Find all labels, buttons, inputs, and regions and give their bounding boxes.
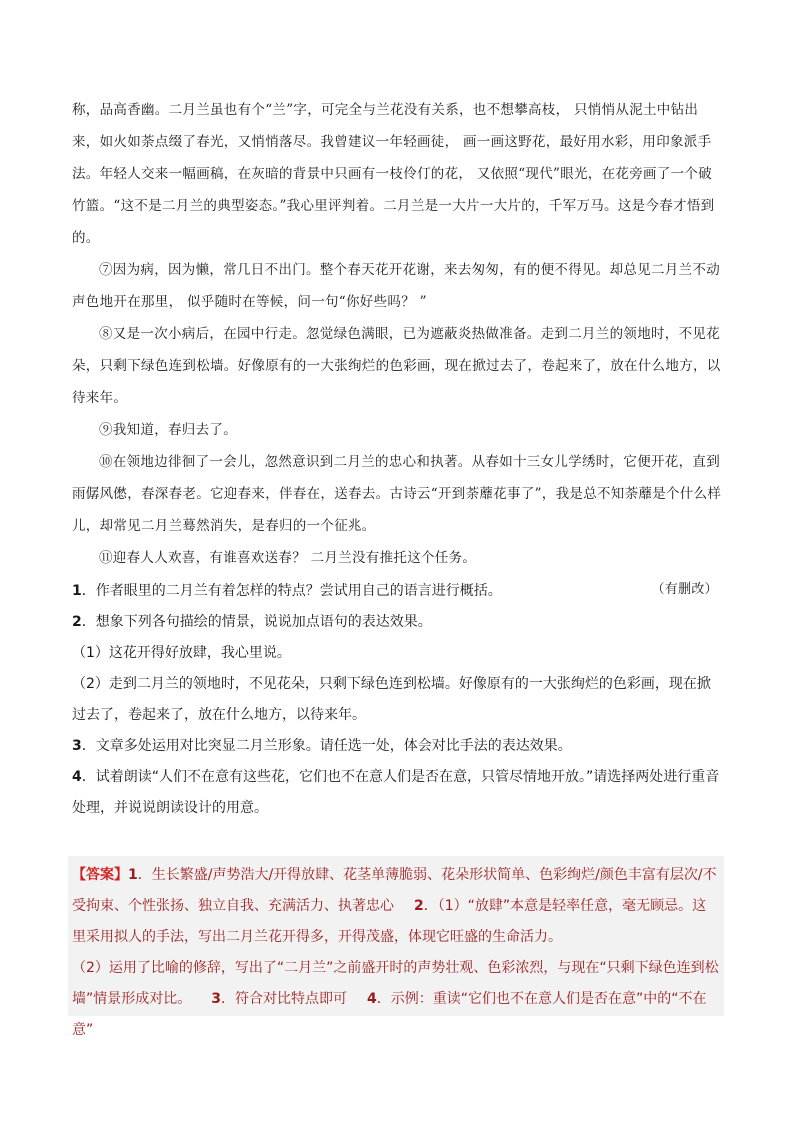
question-number: 1 [72,583,82,599]
answer-2-text: ．（1）“放肆”本意是轻率任意，毫无顾忌。这里采用拟人的手法，写出二月兰花开得多，开得茂盛，体现它旺盛的生命活力。 [72,898,707,945]
question-text: ．作者眼里的二月兰有着怎样的特点？尝试用自己的语言进行概括。 [81,583,502,599]
question-4 [72,762,724,824]
question-number: 4 [72,769,82,785]
question-text: ．试着朗读“人们不在意有这些花，它们也不在意人们是否在意，只管尽情地开放。”请选择两处进行重音处理，并说说朗读设计的用意。 [72,769,720,816]
answer-4-text: ．示例：重读“它们也不在意人们是否在意”中的“不在意” [72,991,707,1038]
essay-paragraph-9: ⑨我知道，春归去了。 [99,422,237,438]
answer-3-text: ．符合对比特点即可 [221,991,348,1007]
question-3 [72,731,724,762]
answer-box [68,856,724,1038]
source-note: （有删改） [651,582,718,597]
question-2-part-1: （1）这花开得好放肆，我心里说。 [72,645,291,661]
question-number: 3 [72,738,82,754]
answer-tag: 【答案】 [72,867,128,883]
essay-paragraph-8: ⑧又是一次小病后，在园中行走。忽觉绿色满眼，已为遮蔽炎热做准备。走到二月兰的领地时，不见花朵，只剩下绿色连到松墙。好像原有的一大张绚烂的色彩画，现在掀过去了，卷起来了，放在什么地方，以待来年。 [72,326,721,406]
question-list [72,576,724,824]
essay-paragraph-7: ⑦因为病，因为懒，常几日不出门。整个春天花开花谢，来去匆匆，有的便不得见。却总见二月兰不动声色地开在那里， 似乎随时在等候，问一句“你好些吗？ ” [72,262,720,310]
answer-3-number: 3 [211,991,222,1007]
essay-text [72,94,724,606]
essay-paragraph-10: ⑩在领地边徘徊了一会儿，忽然意识到二月兰的忠心和执著。从春如十三女儿学绣时，它便开花，直到雨僝风僽，春深春老。它迎春来，伴春在，送春去。古诗云“开到荼蘼花事了”，我是总不知荼蘼是个什么样儿，却常见二月兰蓦然消失，是春归的一个征兆。 [72,454,722,534]
question-text: ．文章多处运用对比突显二月兰形象。请任选一处，体会对比手法的表达效果。 [81,738,572,754]
question-2-part-2: （2）走到二月兰的领地时，不见花朵，只剩下绿色连到松墙。好像原有的一大张绚烂的色彩画，现在掀过去了，卷起来了，放在什么地方，以待来年。 [72,676,711,723]
essay-paragraph-continued: 称，品高香幽。二月兰虽也有个“兰”字，可完全与兰花没有关系，也不想攀高枝， 只悄悄从泥土中钻出来，如火如荼点缀了春光，又悄悄落尽。我曾建议一年轻画徒， 画一画这野花，最好用水彩，用印象派手法。年轻人交来一幅画稿，在灰暗的背景中只画有一枝伶仃的花， 又依照“现代”眼光，在花旁画了一个破竹篮。“这不是二月兰的典型姿态。”我心里评判着。二月兰是一大片一大片的，千军万马。这是今春才悟到的。 [72,102,715,246]
answer-2-part-2: （2）运用了比喻的修辞，写出了“二月兰”之前盛开时的声势壮观、色彩浓烈，与现在“只剩下绿色连到松墙”情景形成对比。 [72,960,719,1007]
answer-1-number: 1 [128,867,138,883]
question-text: ．想象下列各句描绘的情景，说说加点语句的表达效果。 [81,614,432,630]
question-1 [72,576,724,607]
answer-4-number: 4 [367,991,377,1007]
question-2 [72,607,724,638]
answer-1-text: ．生长繁盛/声势浩大/开得放肆、花茎单薄脆弱、花朵形状简单、色彩绚烂/颜色丰富有层次/不受拘束、个性张扬、独立自我、充满活力、执著忠心 [72,867,717,914]
essay-paragraph-11: ⑪迎春人人欢喜，有谁喜欢送春？ 二月兰没有推托这个任务。 [99,550,477,566]
question-number: 2 [72,614,82,630]
answer-2-number: 2 [414,898,424,914]
